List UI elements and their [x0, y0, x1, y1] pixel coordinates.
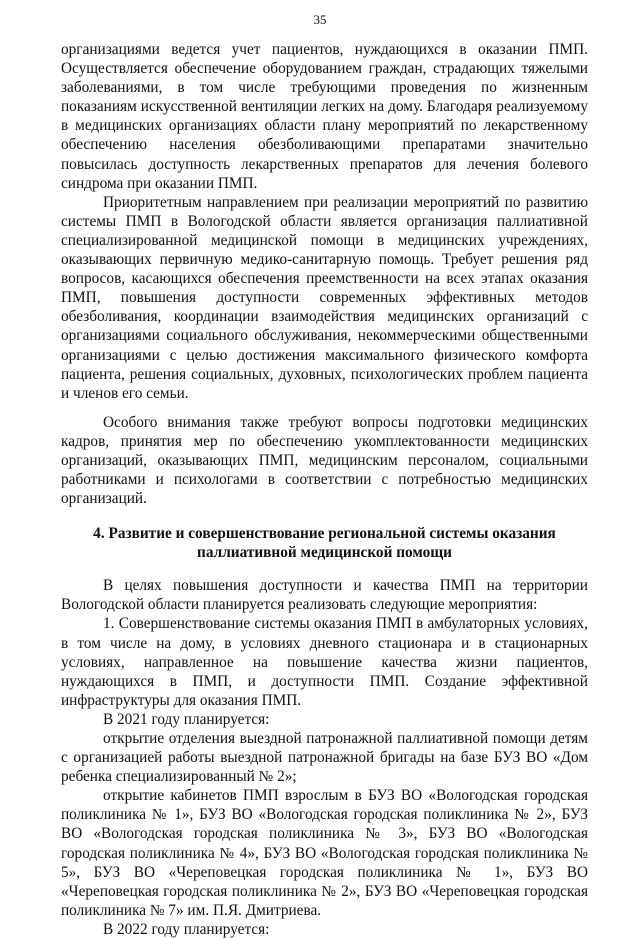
paragraph-personnel: Особого внимания также требуют вопросы подготовки медицинских кадров, принятия мер по обеспечению укомплектованности медицинских организаций, оказывающих ПМП, медицинским персоналом, социальными работниками и психологами в соответствии с потребностью медицинских организаций.: [61, 413, 588, 508]
paragraph-priority: Приоритетным направлением при реализации мероприятий по развитию системы ПМП в Вологодской области является организация паллиативной специализированной медицинской помощи в медицинских учреждениях, оказывающих первичную медико-санитарную помощь. Требует решения ряд вопросов, касающихся обеспечения преемственности на всех этапах оказания ПМП, повышения доступности современных эффективных методов обезболивания, координации взаимодействия медицинских организаций с организациями социального обслуживания, некоммерческими общественными организациями с целью достижения максимального физического комфорта пациента, решения социальных, духовных, психологических проблем пациента и членов его семьи.: [61, 193, 588, 402]
paragraph-2022-plan: В 2022 году планируется:: [103, 920, 270, 938]
section-heading: 4. Развитие и совершенствование региональной системы оказания паллиативной медицинской помощи: [93, 525, 556, 562]
paragraph-children-unit: открытие отделения выездной патронажной паллиативной помощи детям с организацией работы выездной патронажной бригады на базе БУЗ ВО «Дом ребенка специализированный № 2»;: [61, 730, 588, 786]
paragraph-2021-plan: В 2021 году планируется:: [103, 710, 270, 728]
paragraph-item-1: 1. Совершенствование системы оказания ПМП в амбулаторных условиях, в том числе на дому, в условиях дневного стационара и в стационарных условиях, направленное на повышение качества жизни пациентов, нуждающихся в ПМП, и доступности ПМП. Создание эффективной инфраструктуры для оказания ПМП.: [61, 615, 588, 709]
paragraph-continuation: организациями ведется учет пациентов, нуждающихся в оказании ПМП. Осуществляется обеспечение оборудованием граждан, страдающих тяжелыми заболеваниями, в том числе требующими проведения по жизненным показаниям искусственной вентиляции легких на дому. Благодаря реализуемому в медицинских организациях области плану мероприятий по лекарственному обеспечению населения обезболивающими препаратами значительно повысилась доступность лекарственных препаратов для лечения болевого синдрома при оказании ПМП.: [61, 41, 588, 192]
paragraph-intro: В целях повышения доступности и качества ПМП на территории Вологодской области планируется реализовать следующие мероприятия:: [61, 577, 588, 614]
page-number: 35: [313, 12, 327, 27]
paragraph-adult-offices: открытие кабинетов ПМП взрослым в БУЗ ВО «Вологодская городская поликлиника № 1», БУЗ ВО «Вологодская городская поликлиника № 2», БУЗ ВО «Вологодская городская поликлиника № 3», БУЗ ВО «Вологодская городская поликлиника № 4», БУЗ ВО «Вологодская городская поликлиника № 5», БУЗ ВО «Череповецкая городская поликлиника № 1», БУЗ ВО «Череповецкая городская поликлиника № 2», БУЗ ВО «Череповецкая городская поликлиника № 7» им. П.Я. Дмитриева.: [61, 787, 588, 919]
document-body: [61, 40, 588, 939]
